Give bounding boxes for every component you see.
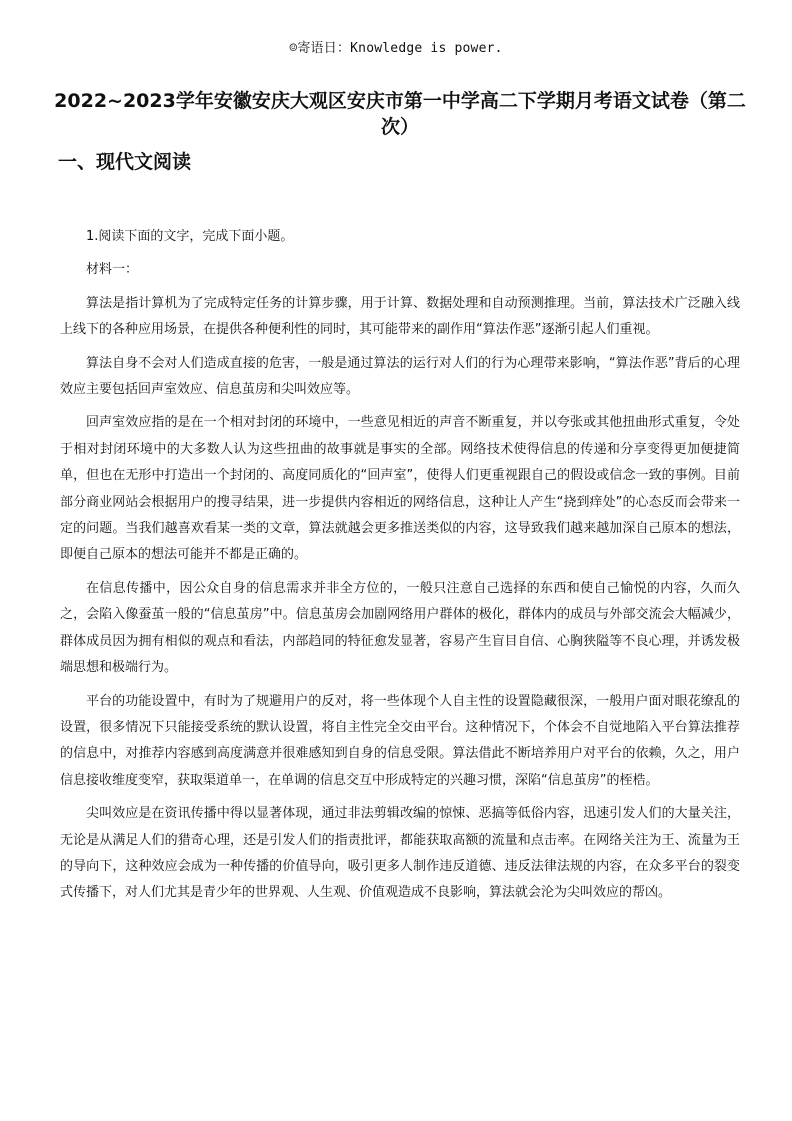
paragraph: 平台的功能设置中，有时为了规避用户的反对，将一些体现个人自主性的设置隐藏很深，一般用户面对眼花缭乱的设置，很多情况下只能接受系统的默认设置，将自主性完全交由平台。这种情况下，个体会不自觉地陷入平台算法推荐的信息中，对推荐内容感到高度满意并很难感知到自身的信息受限。算法借此不断培养用户对平台的依赖，久之，用户信息接收维度变窄，获取渠道单一，在单调的信息交互中形成特定的兴趣习惯，深陷“信息茧房”的桎梏。	[60, 693, 740, 788]
header-motto: ☺寄语日：Knowledge is power.	[289, 41, 503, 56]
paragraph: 在信息传播中，因公众自身的信息需求并非全方位的，一般只注意自己选择的东西和使自己愉悦的内容，久而久之，会陷入像蚕茧一般的“信息茧房”中。信息茧房会加剧网络用户群体的极化，群体内的成员与外部交流会大幅减少，群体成员因为拥有相似的观点和看法，内部趋同的特征愈发显著，容易产生盲目自信、心胸狭隘等不良心理，并诱发极端思想和极端行为。	[60, 580, 740, 676]
question-intro: 1.阅读下面的文字，完成下面小题。	[86, 229, 294, 244]
paragraph: 回声室效应指的是在一个相对封闭的环境中，一些意见相近的声音不断重复，并以夸张或其他扭曲形式重复，令处于相对封闭环境中的大多数人认为这些扭曲的故事就是事实的全部。网络技术使得信息的传递和分享变得更加便捷简单，但也在无形中打造出一个封闭的、高度同质化的“回声室”，使得人们更重视跟自己的假设或信念一致的事例。目前部分商业网站会根据用户的搜寻结果，进一步提供内容相近的网络信息，这种让人产生“挠到痒处”的心态反而会带来一定的问题。当我们越喜欢看某一类的文章，算法就越会更多推送类似的内容，这导致我们越来越加深自己原本的想法，即便自己原本的想法可能并不都是正确的。	[60, 415, 740, 563]
paragraph: 算法是指计算机为了完成特定任务的计算步骤，用于计算、数据处理和自动预测推理。当前，算法技术广泛融入线上线下的各种应用场景，在提供各种便利性的同时，其可能带来的副作用“算法作恶”逐渐引起人们重视。	[60, 295, 740, 338]
reading-content	[60, 224, 740, 907]
paragraph: 尖叫效应是在资讯传播中得以显著体现，通过非法剪辑改编的惊悚、恶搞等低俗内容，迅速引发人们的大量关注，无论是从满足人们的猎奇心理，还是引发人们的指责批评，都能获取高额的流量和点击率。在网络关注为王、流量为王的导向下，这种效应会成为一种传播的价值导向，吸引更多人制作违反道德、违反法律法规的内容，在众多平台的裂变式传播下，对人们尤其是青少年的世界观、人生观、价值观造成不良影响，算法就会沦为尖叫效应的帮凶。	[60, 806, 740, 901]
material-label: 材料一：	[86, 262, 139, 278]
paragraph: 算法自身不会对人们造成直接的危害，一般是通过算法的运行对人们的行为心理带来影响，“算法作恶”背后的心理效应主要包括回声室效应、信息茧房和尖叫效应等。	[60, 355, 740, 398]
page-title: 2022~2023学年安徽安庆大观区安庆市第一中学高二下学期月考语文试卷（第二次）	[54, 90, 746, 138]
section-heading: 一、现代文阅读	[58, 151, 192, 173]
